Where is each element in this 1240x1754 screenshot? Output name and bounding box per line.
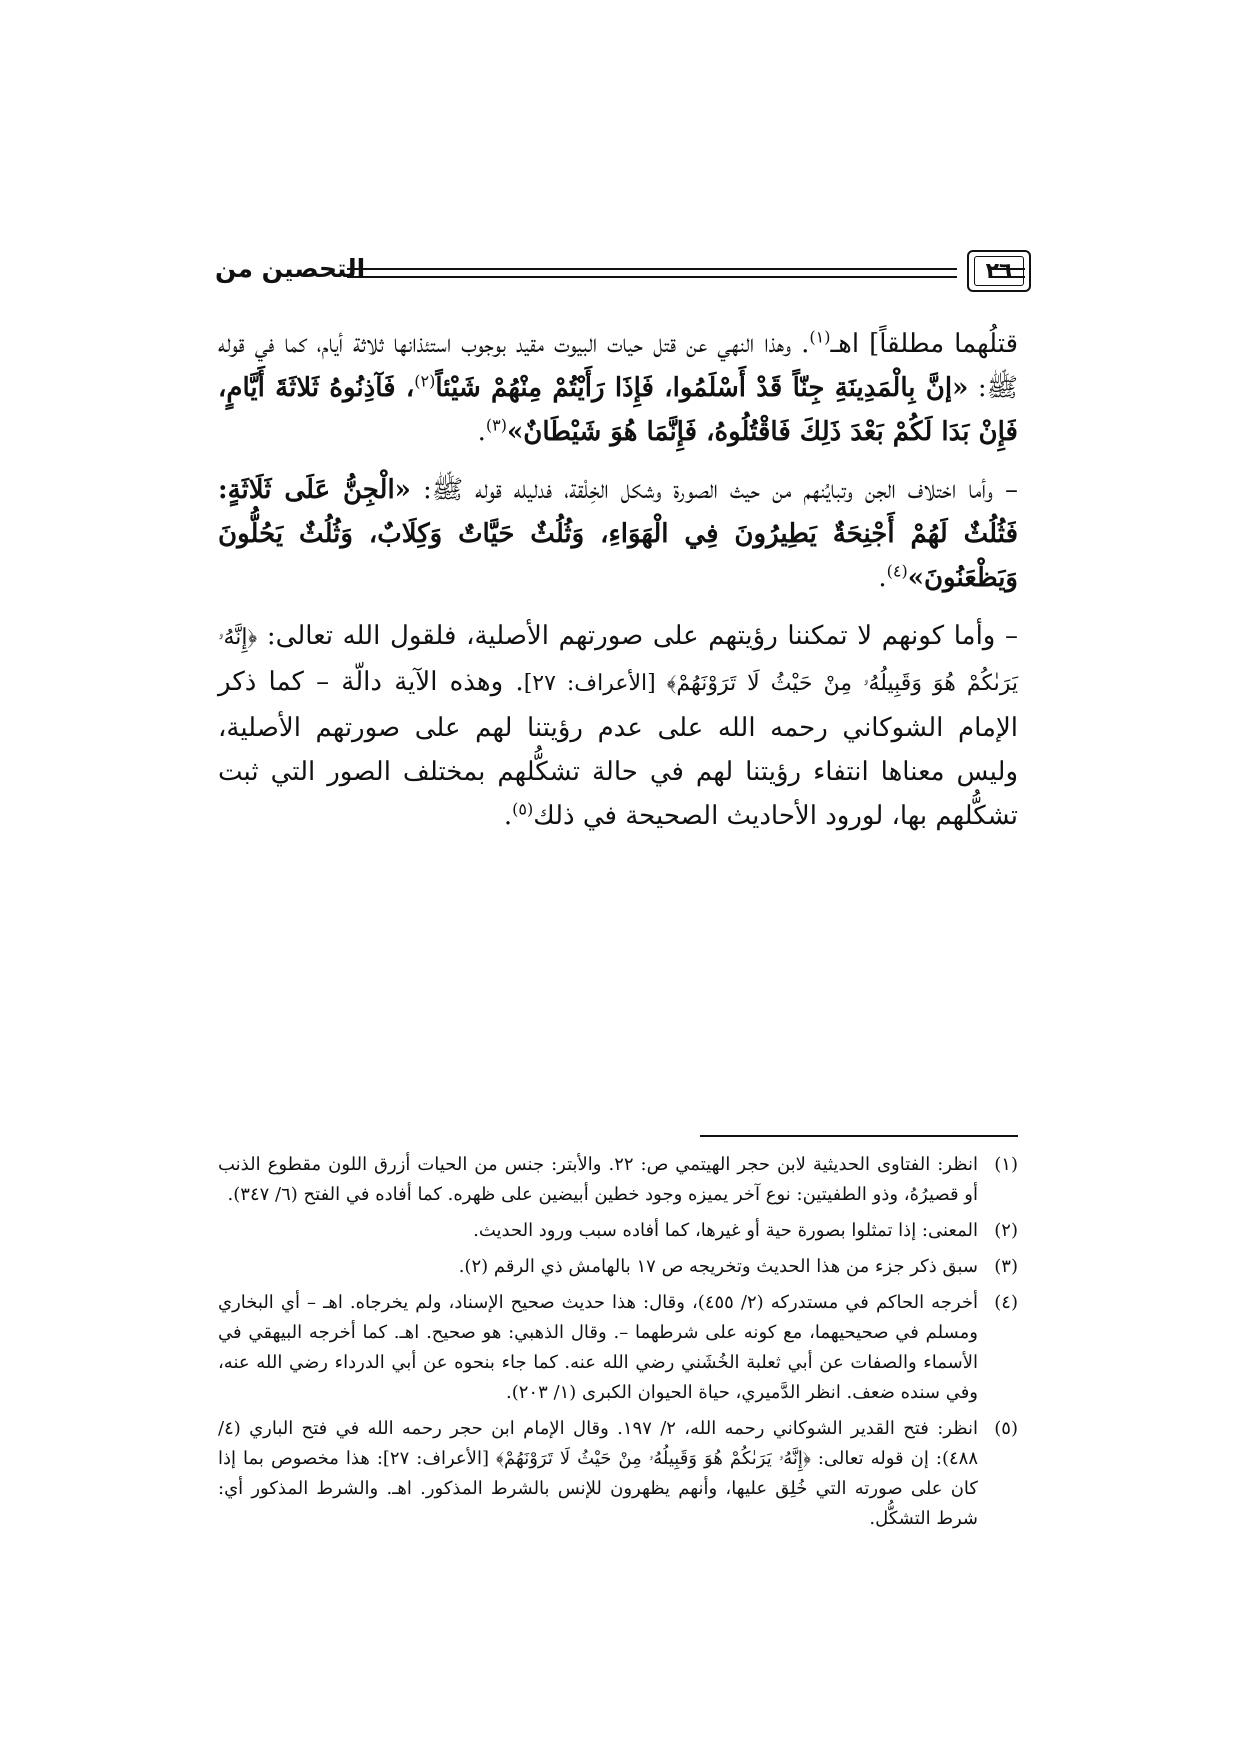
- footnote-text: سبق ذكر جزء من هذا الحديث وتخريجه ص ١٧ بالهامش ذي الرقم (٢).: [458, 1256, 978, 1277]
- footnote-ref-4: (٤): [886, 561, 908, 581]
- text: .: [503, 801, 513, 831]
- hadith-quote: ، فَآذِنُوهُ ثَلاثَةَ أَيَّامٍ، فَإِنْ بَدَا لَكُمْ بَعْدَ ذَلِكَ فَاقْتُلُوهُ، فَإِنَّمَا هُوَ شَيْطَانٌ»: [218, 373, 1018, 447]
- verse-reference: [الأعراف: ٢٧]: [523, 671, 667, 696]
- footnote-text: المعنى: إذا تمثلوا بصورة حية أو غيرها، كما أفاده سبب ورود الحديث.: [473, 1220, 978, 1241]
- text: – وأما كونهم لا تمكننا رؤيتهم على صورتهم الأصلية، فلقول الله تعالى:: [257, 621, 1018, 651]
- page-number: ٢٦: [985, 258, 1013, 284]
- hadith-quote: «إنَّ بِالْمَدِينَةِ جِنّاً قَدْ أَسْلَمُوا، فَإِذَا رَأَيْتُمْ مِنْهُمْ شَيْئاً: [435, 373, 969, 403]
- footnote-number: (٣): [994, 1256, 1018, 1277]
- text: . وهذه الآية دالّة – كما ذكر الإمام الشوكاني رحمه الله على عدم رؤيتنا لهم على صورتهم الأصلية، وليس معناها انتفاء رؤيتنا لهم في حالة تشكُّلهم بمختلف الصور التي ثبت تشكُّلهم بها، لورود الأحاديث الصحيحة في ذلك: [218, 667, 1018, 831]
- main-text: [218, 322, 1018, 852]
- text: – وأما اختلاف الجن وتبايُنهم من حيث الصورة وشكل الخِلْقة، فدليله قوله ﷺ:: [410, 475, 1018, 505]
- paragraph-3: [218, 614, 1018, 838]
- footnote-ref-3: (٣): [485, 415, 508, 435]
- footnote-text: أخرجه الحاكم في مستدركه (٢/ ٤٥٥)، وقال: هذا حديث صحيح الإسناد، ولم يخرجاه. اهـ – أي البخاري ومسلم في صحيحيهما، مع كونه على شرطهما –. وقال الذهبي: هو صحيح. اهـ. كما أخرجه البيهقي في الأسماء والصفات عن أبي ثعلبة الخُشَني رضي الله عنه. كما جاء بنحوه عن أبي الدرداء رضي الله عنه، وفي سنده ضعف. انظر الدَّميري، حياة الحيوان الكبرى (١/ ٢٠٣).: [218, 1292, 979, 1403]
- footnotes: [218, 1150, 1018, 1540]
- header-double-rule: [347, 268, 957, 278]
- paragraph-2: [218, 468, 1018, 600]
- paragraph-1: [218, 322, 1018, 454]
- footnote-1: [218, 1150, 1018, 1210]
- header-short-rule: [991, 268, 1025, 278]
- text: . وهذا النهي عن قتل حيات البيوت مقيد بوجوب استئذانها ثلاثة أيام، كما في قوله ﷺ:: [218, 329, 1019, 403]
- text: .: [477, 417, 486, 447]
- footnote-separator: [700, 1135, 1018, 1137]
- footnote-number: (٢): [994, 1220, 1018, 1241]
- footnote-text: انظر: الفتاوى الحديثية لابن حجر الهيتمي ص: ٢٢. والأبتر: جنس من الحيات أزرق اللون مقطوع الذنب أو قصيرُهُ، وذو الطفيتين: نوع آخر يميزه وجود خطين أبيضين على ظهره. كما أفاده في الفتح (٦/ ٣٤٧).: [218, 1154, 978, 1205]
- footnote-number: (٥): [994, 1418, 1018, 1439]
- text: قتلُهما مطلقاً] اهـ: [830, 329, 1018, 359]
- footnote-ref-2: (٢): [414, 371, 436, 391]
- page-header: [215, 250, 1025, 298]
- text: .: [878, 563, 887, 593]
- running-title: التحصين من: [215, 254, 366, 283]
- quran-verse: ﴿إِنَّهُۥ يَرَىٰكُمْ هُوَ وَقَبِيلُهُۥ مِنْ حَيْثُ لَا تَرَوْنَهُمْ﴾: [218, 625, 1018, 696]
- footnote-number: (١): [994, 1154, 1018, 1175]
- footnote-4: [218, 1288, 1018, 1408]
- footnote-5: [218, 1414, 1018, 1534]
- footnote-text: انظر: فتح القدير الشوكاني رحمه الله، ٢/ ١٩٧. وقال الإمام ابن حجر رحمه الله في فتح الباري (٤/ ٤٨٨): إن قوله تعالى: ﴿إِنَّهُۥ يَرَىٰكُمْ هُوَ وَقَبِيلُهُۥ مِنْ حَيْثُ لَا تَرَوْنَهُمْ﴾ [الأعراف: ٢٧]: هذا مخصوص بما إذا كان على صورته التي خُلِق عليها، وأنهم يظهرون للإنس بالشرط المذكور. اهـ. والشرط المذكور أي: شرط التشكُّل.: [218, 1418, 978, 1529]
- footnote-number: (٤): [994, 1292, 1018, 1313]
- footnote-ref-5: (٥): [512, 799, 534, 819]
- hadith-quote: «الْجِنُّ عَلَى ثَلَاثَةٍ: فَثُلُثٌ لَهُمْ أَجْنِحَةٌ يَطِيرُونَ فِي الْهَوَاءِ، وَثُلُثٌ حَيَّاتٌ وَكِلَابٌ، وَثُلُثٌ يَحُلُّونَ وَيَظْعَنُونَ»: [218, 475, 1018, 593]
- footnote-3: [218, 1252, 1018, 1282]
- footnote-2: [218, 1216, 1018, 1246]
- footnote-ref-1: (١): [809, 327, 831, 347]
